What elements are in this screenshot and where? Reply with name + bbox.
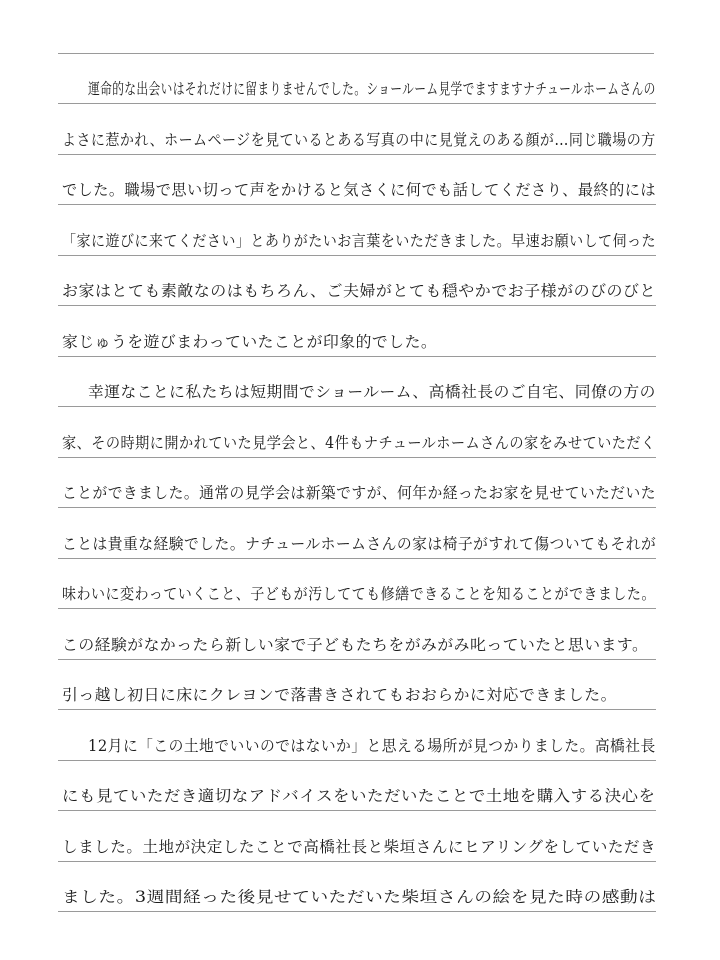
top-rule-line xyxy=(58,53,654,54)
ruled-line xyxy=(58,760,656,761)
ruled-line xyxy=(58,406,656,407)
ruled-line xyxy=(58,305,656,306)
ruled-line xyxy=(58,810,656,811)
handwritten-text-line: この経験がなかったら新しい家で子どもたちをがみがみ叱っていたと思います。 xyxy=(62,636,649,654)
handwritten-text-line: 家、その時期に開かれていた見学会と、4件もナチュールホームさんの家をみせていただく xyxy=(62,434,656,452)
handwritten-text-line: 「家に遊びに来てください」とありがたいお言葉をいただきました。早速お願いして伺った xyxy=(62,232,657,250)
handwritten-text-line: お家はとても素敵なのはもちろん、ご夫婦がとても穏やかでお子様がのびのびと xyxy=(62,282,656,300)
handwritten-text-line: 12月に「この土地でいいのではないか」と思える場所が見つかりました。高橋社長 xyxy=(88,737,656,755)
ruled-line xyxy=(58,204,656,205)
handwritten-text-line: にも見ていただき適切なアドバイスをいただいたことで土地を購入する決心を xyxy=(62,787,656,805)
ruled-line xyxy=(58,356,656,357)
handwritten-text-line: よさに惹かれ、ホームページを見ているとある写真の中に見覚えのある顔が…同じ職場の方 xyxy=(62,131,656,149)
handwritten-text-line: ました。3週間経った後見せていただいた柴垣さんの絵を見た時の感動は xyxy=(62,888,657,906)
ruled-line xyxy=(58,154,656,155)
handwritten-text-line: しました。土地が決定したことで高橋社長と柴垣さんにヒアリングをしていただき xyxy=(62,838,657,856)
handwritten-text-line: 引っ越し初日に床にクレヨンで落書きされてもおおらかに対応できました。 xyxy=(62,686,617,704)
handwritten-text-line: でした。職場で思い切って声をかけると気さくに何でも話してくださり、最終的には xyxy=(62,181,657,199)
handwritten-text-line: ことは貴重な経験でした。ナチュールホームさんの家は椅子がすれて傷ついてもそれが xyxy=(62,535,657,553)
ruled-line xyxy=(58,255,656,256)
ruled-line xyxy=(58,608,656,609)
ruled-line xyxy=(58,457,656,458)
ruled-line xyxy=(58,558,656,559)
handwritten-text-line: 味わいに変わっていくこと、子どもが汚してても修繕できることを知ることができました。 xyxy=(62,585,656,603)
ruled-line xyxy=(58,911,656,912)
handwritten-text-line: 幸運なことに私たちは短期間でショールーム、高橋社長のご自宅、同僚の方の xyxy=(88,383,656,401)
ruled-line xyxy=(58,709,656,710)
handwritten-text-line: ことができました。通常の見学会は新築ですが、何年か経ったお家を見せていただいた xyxy=(62,484,657,502)
ruled-line xyxy=(58,659,656,660)
handwritten-text-line: 家じゅうを遊びまわっていたことが印象的でした。 xyxy=(62,333,438,351)
ruled-line xyxy=(58,861,656,862)
handwritten-text-line: 運命的な出会いはそれだけに留まりませんでした。ショールーム見学でますますナチュールホームさんの xyxy=(88,80,656,98)
ruled-line xyxy=(58,507,656,508)
ruled-line xyxy=(58,103,656,104)
